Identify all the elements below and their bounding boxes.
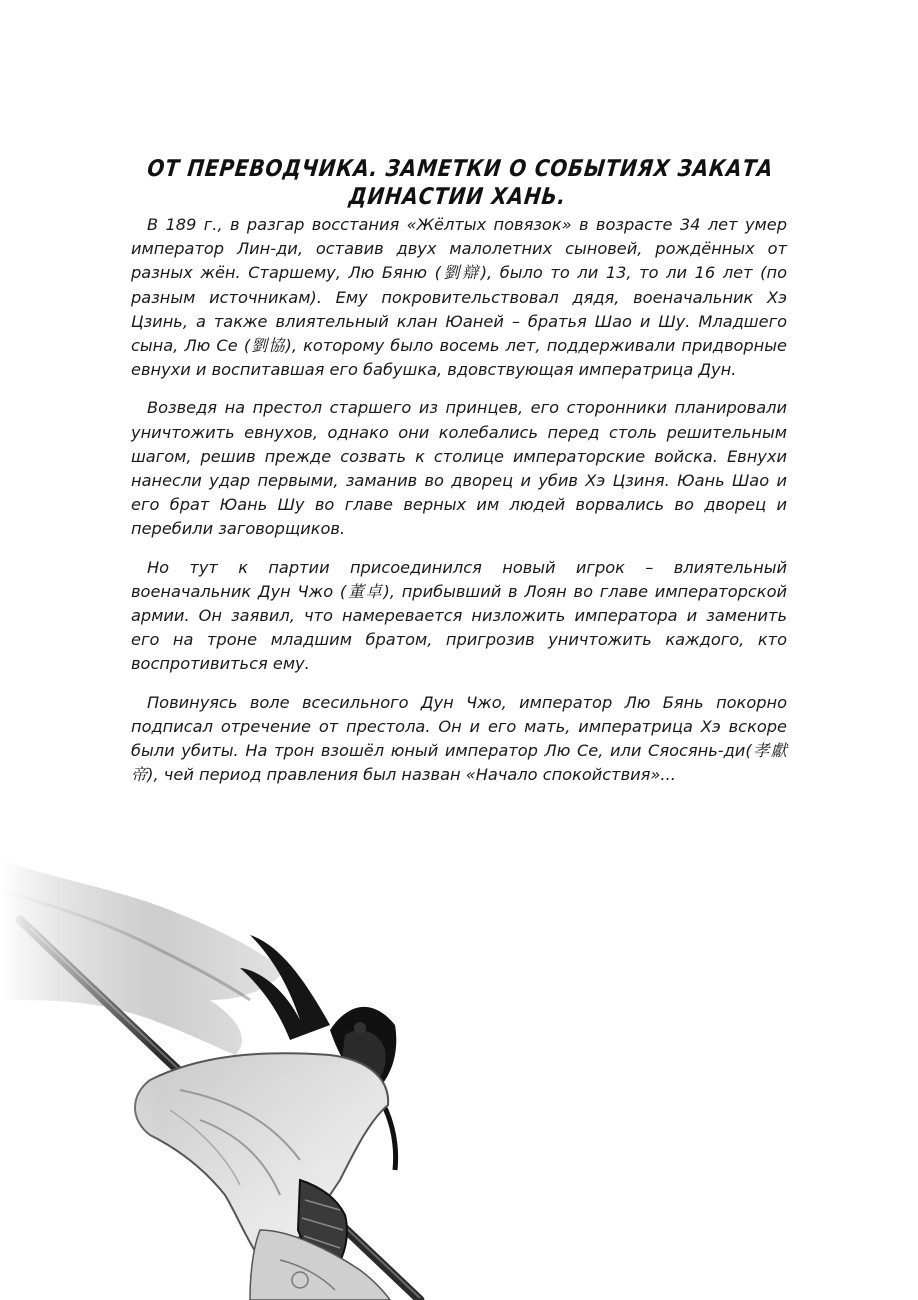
warrior-illustration <box>0 850 460 1300</box>
paragraph-2: Возведя на престол старшего из принцев, его сторонники планировали уничтожить евнухов, однако они колебались перед столь решительным шагом, решив прежде созвать к столице императорские войска. Евнухи нанесли удар первыми, заманив во дворец и убив Хэ Цзиня. Юань Шао и его брат Юань Шу во главе верных им людей ворвались во дворец и перебили заговорщиков. <box>131 398 787 539</box>
paragraph-1: В 189 г., в разгар восстания «Жёлтых повязок» в возрасте 34 лет умер император Лин-ди, оставив двух малолетних сыновей, рождённых от разных жён. Старшему, Лю Бяню (劉辯), было то ли 13, то ли 16 лет (по разным источникам). Ему покровительствовал дядя, военачальник Хэ Цзинь, а также влиятельный клан Юаней – братья Шао и Шу. Младшего сына, Лю Се (劉協), которому было восемь лет, поддерживали придворные евнухи и воспитавшая его бабушка, вдовствующая императрица Дун. <box>131 215 787 380</box>
article-body <box>131 213 787 801</box>
paragraph-3: Но тут к партии присоединился новый игрок – влиятельный военачальник Дун Чжо (董卓), прибывший в Лоян во главе императорской армии. Он заявил, что намеревается низложить императора и заменить его на троне младшим братом, пригрозив уничтожить каждого, кто воспротивиться ему. <box>131 557 787 674</box>
page-title: ОТ ПЕРЕВОДЧИКА. ЗАМЕТКИ О СОБЫТИЯХ ЗАКАТА ДИНАСТИИ ХАНЬ. <box>146 154 775 210</box>
paragraph-4: Повинуясь воле всесильного Дун Чжо, император Лю Бянь покорно подписал отречение от престола. Он и его мать, императрица Хэ вскоре были убиты. На трон взошёл юный император Лю Се, или Сяосянь-ди(孝獻帝), чей период правления был назван «Начало спокойствия»... <box>131 692 787 785</box>
